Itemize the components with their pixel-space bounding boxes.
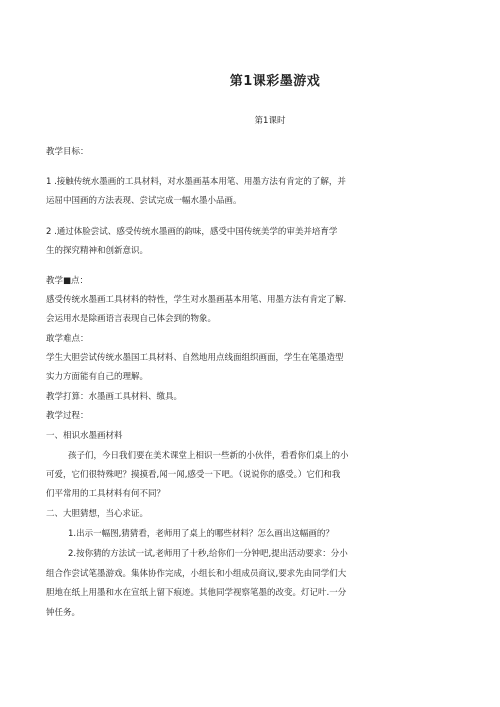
heading-key-points: 教学■点： xyxy=(46,276,89,286)
heading-objectives: 教学目标： xyxy=(46,147,89,157)
section-2-item-1: 1.出示一幅图,猜猜看，老师用了桌上的哪些材料？怎么画出这幅画的？ xyxy=(68,529,334,539)
difficulties-line-1: 学生大胆尝试传统水墨国工具材料、自然地用点线面组织画面，学生在笔墨造型 xyxy=(46,353,344,363)
objective-2-line-1: 2 .通过体脸尝试、感受传统水墨画的韵味，感受中国传统美学的审美并培育学 xyxy=(46,227,338,237)
objective-2-line-2: 生的探究精神和创新意识。 xyxy=(46,246,149,256)
section-1-para-line-1: 孩子们，今日我们要在美术课堂上相识一些新的小伙伴，看看你们桌上的小 xyxy=(68,451,349,461)
lesson-subtitle: 第1课时 xyxy=(254,116,286,126)
heading-difficulties: 敢学难点： xyxy=(46,334,89,344)
objective-1-line-1: 1 .接触传统水墨画的工具材料，对水墨画基本用笔、用墨方法有肯定的了解，并 xyxy=(46,177,346,187)
section-2-item-2-line-2: 组合作尝试笔墨游戏。集体协作完成，小组长和小组成员商议,要求先由同学们大 xyxy=(46,569,347,579)
section-2-item-2-line-1: 2.按你猜的方法试一试,老师用了十秒,给你们一分钟吧,提出活动要求：分小 xyxy=(68,549,348,559)
section-2-heading: 二、大胆猜想，当心求证。 xyxy=(46,509,149,519)
section-1-heading: 一、相识水墨画材料 xyxy=(46,431,123,441)
heading-process: 教学过程： xyxy=(46,411,89,421)
lesson-title: 第1课彩墨游戏 xyxy=(229,74,321,89)
key-points-line-1: 感受传统水墨画工具材料的特性，学生对水墨画基本用笔、用墨方法有肯定了解. xyxy=(46,295,347,305)
objective-1-line-2: 运屈中国画的方法表现、尝试完成一幅水墨小品画。 xyxy=(46,196,242,206)
section-2-item-2-line-4: 钟任务。 xyxy=(46,608,81,618)
key-points-line-2: 会运用水是除画语言表现自己体会到的物象。 xyxy=(46,314,217,324)
section-1-para-line-3: 们平常用的工具材料有何不同？ xyxy=(46,489,166,499)
section-1-para-line-2: 可爱，它们很特殊吧？摸摸看,闻一闻,感受一下吧。（说说你的感受。）它们和我 xyxy=(46,470,341,480)
section-2-item-2-line-3: 胆地在纸上用墨和水在宣纸上留下痕迹。其他同学视察笔墨的改变。灯记叶.一分 xyxy=(46,588,347,598)
difficulties-line-2: 实力方面能有自己的理解。 xyxy=(46,372,149,382)
preparation-line: 教学打算：水墨画工具材料、缴具。 xyxy=(46,392,183,402)
